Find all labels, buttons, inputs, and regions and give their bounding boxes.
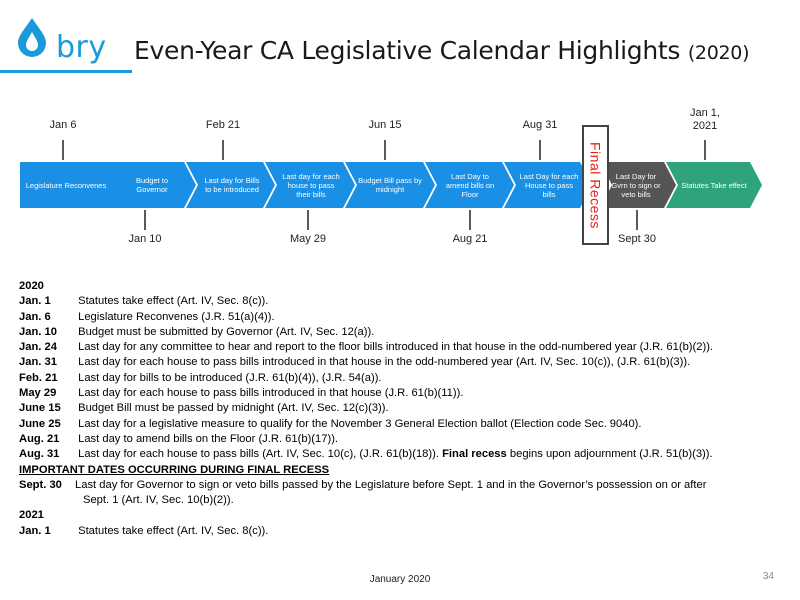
list-item-sept30-cont: Sept. 1 (Art. IV, Sec. 10(b)(2)). <box>83 494 234 507</box>
list-item <box>19 355 789 370</box>
date-below-jan10: Jan 10 <box>128 233 162 245</box>
list-item <box>19 401 789 416</box>
header-divider <box>0 70 132 73</box>
list-item-text-tail: begins upon adjournment (J.R. 51(b)(3)). <box>509 448 713 461</box>
page-number: 34 <box>762 571 774 582</box>
list-item-date: Jan. 6 <box>19 310 51 323</box>
list-item <box>19 310 789 325</box>
step-label-4: Last day for each house to pass their bills <box>282 171 340 199</box>
list-item-text: Statutes take effect (Art. IV, Sec. 8(c)). <box>78 524 269 537</box>
bry-logo <box>14 16 134 72</box>
list-item-text: Last day for Governor to sign or veto bills passed by the Legislature before Sept. 1 and in the Governor’s possession on or after <box>75 478 707 491</box>
list-item-sept30 <box>19 478 789 493</box>
step-label-7: Last Day for each House to pass bills <box>519 171 579 199</box>
list-item <box>19 294 789 309</box>
list-item-date: Jan. 10 <box>19 325 57 338</box>
list-item <box>19 340 789 355</box>
final-recess-label: Final Recess <box>587 141 604 229</box>
list-item-text: Last day for bills to be introduced (J.R. 61(b)(4)), (J.R. 54(a)). <box>78 371 382 384</box>
list-item-text: Last day for any committee to hear and report to the floor bills introduced in that house in the odd-numbered year (J.R. 61(b)(2)). <box>78 341 714 354</box>
list-year-2020: 2020 <box>19 280 44 292</box>
footer-date: January 2020 <box>369 574 431 585</box>
list-item-text: Last day for each house to pass bills introduced in that house (J.R. 61(b)(11)). <box>78 387 464 400</box>
final-recess-box <box>582 125 609 245</box>
final-recess-bold: Final recess <box>442 448 507 461</box>
list-item <box>19 325 789 340</box>
list-item-text: Last day for a legislative measure to qualify for the November 3 General Election ballot (Election code Sec. 9040). <box>78 417 642 430</box>
important-dates-heading: IMPORTANT DATES OCCURRING DURING FINAL RECESS <box>19 463 330 476</box>
date-below-aug21: Aug 21 <box>452 233 488 245</box>
list-item-date: Jan. 1 <box>19 524 51 537</box>
title-year: (2020) <box>687 42 750 64</box>
calendar-list <box>19 279 789 539</box>
list-item-date: Jan. 24 <box>19 341 57 354</box>
date-above-feb21: Feb 21 <box>205 119 241 131</box>
list-item-date: June 15 <box>19 402 61 415</box>
list-item-text: Legislature Reconvenes (J.R. 51(a)(4)). <box>78 310 275 323</box>
list-item-date: Aug. 31 <box>19 448 60 461</box>
water-drop-icon <box>14 16 50 58</box>
step-label-8: Last Day for Gvrn to sign or veto bills <box>611 171 661 199</box>
list-item-date: Aug. 21 <box>19 432 60 445</box>
date-above-jan1-2021: Jan 1, 2021 <box>690 107 720 132</box>
title-main: Even-Year CA Legislative Calendar Highlights <box>134 36 681 65</box>
list-item <box>19 386 789 401</box>
date-above-jan6: Jan 6 <box>49 119 77 131</box>
list-item <box>19 371 789 386</box>
list-item-text: Last day to amend bills on the Floor (J.R. 61(b)(17)). <box>78 432 339 445</box>
date-above-jun15: Jun 15 <box>368 119 402 131</box>
list-item <box>19 417 789 432</box>
list-item-text: Last day for each house to pass bills (Art. IV, Sec. 10(c), (J.R. 61(b)(18)). <box>78 448 439 461</box>
list-item-date: June 25 <box>19 417 61 430</box>
list-item-aug31 <box>19 447 789 462</box>
step-label-5: Budget Bill pass by midnight <box>358 176 422 194</box>
list-item-date: Feb. 21 <box>19 371 58 384</box>
date-below-may29: May 29 <box>289 233 327 245</box>
logo-text: bry <box>56 30 107 65</box>
date-above-aug31: Aug 31 <box>522 119 558 131</box>
list-item-date: Sept. 30 <box>19 478 62 491</box>
step-label-1: Legislature Reconvenes <box>25 180 107 190</box>
step-label-9: Statutes Take effect <box>681 180 747 190</box>
list-year-2021: 2021 <box>19 509 44 522</box>
list-item-text: Statutes take effect (Art. IV, Sec. 8(c)). <box>78 295 269 308</box>
list-item-date: Jan. 1 <box>19 295 51 308</box>
list-item-date: May 29 <box>19 387 57 400</box>
slide-title <box>134 36 749 65</box>
list-item-date: Jan. 31 <box>19 356 57 369</box>
list-item-text: Last day for each house to pass bills introduced in that house in the odd-numbered year (Art. IV, Sec. 10(c)), (J.R. 61(b)(3)). <box>78 356 691 369</box>
list-item <box>19 432 789 447</box>
list-item-text: Budget must be submitted by Governor (Art. IV, Sec. 12(a)). <box>78 325 375 338</box>
step-label-3: Last day for Bills to be introduced <box>204 176 260 194</box>
list-item <box>19 524 789 539</box>
step-label-6: Last Day to amend bills on Floor <box>445 171 495 199</box>
date-below-sept30: Sept 30 <box>618 233 656 245</box>
list-item-text: Budget Bill must be passed by midnight (Art. IV, Sec. 12(c)(3)). <box>78 402 389 415</box>
step-label-2: Budget to Governor <box>135 176 169 194</box>
